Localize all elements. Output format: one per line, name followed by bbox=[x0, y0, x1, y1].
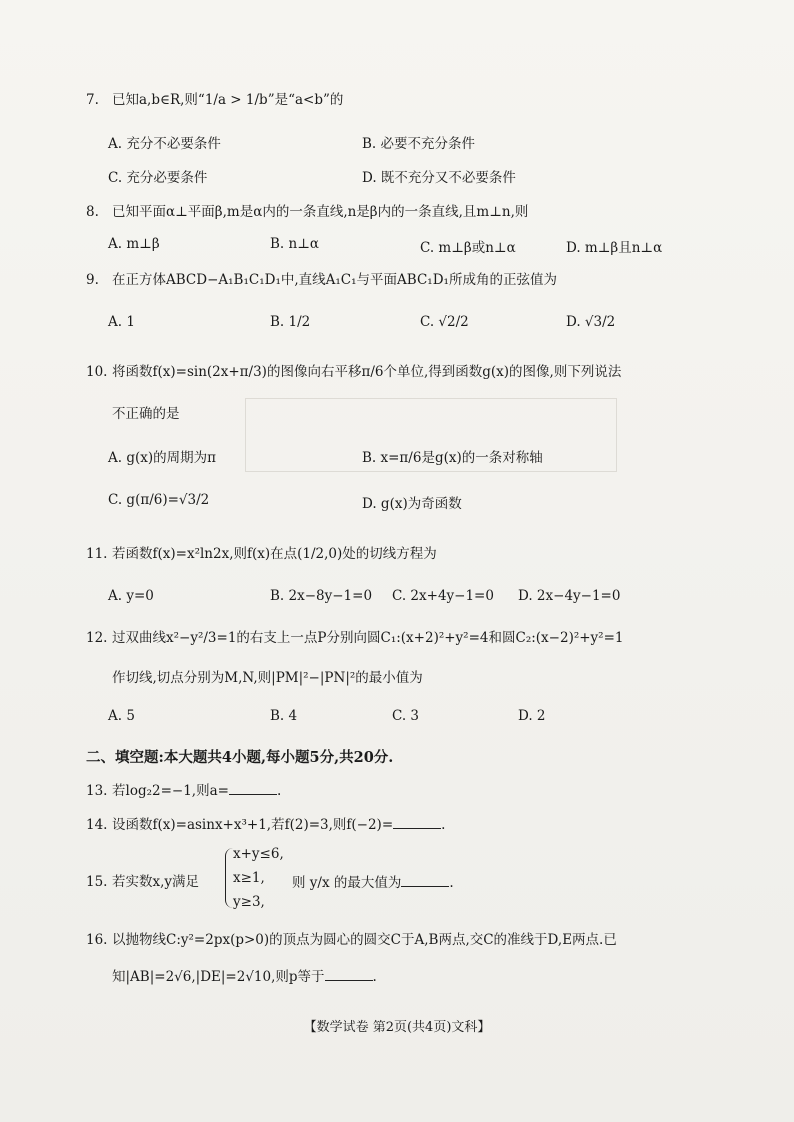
q11-option-a: A. y=0 bbox=[108, 588, 154, 604]
q8-option-b: B. n⊥α bbox=[270, 236, 320, 252]
question-15-ask: 则 y/x 的最大值为 . bbox=[292, 872, 454, 893]
q8-option-a: A. m⊥β bbox=[108, 236, 160, 252]
question-16-continued: 知|AB|=2√6,|DE|=2√10,则p等于 . bbox=[112, 966, 377, 987]
question-15: 15. 若实数x,y满足 bbox=[86, 874, 200, 890]
q9-option-b: B. 1/2 bbox=[270, 314, 311, 330]
question-12: 12. 过双曲线x²−y²/3=1的右支上一点P分别向圆C₁:(x+2)²+y²=4和圆C₂:(x−2)²+y²=1 bbox=[86, 630, 624, 646]
q12-option-c: C. 3 bbox=[392, 708, 420, 724]
q8-option-d: D. m⊥β且n⊥α bbox=[566, 240, 663, 256]
q10-option-d: D. g(x)为奇函数 bbox=[362, 496, 462, 512]
question-10-continued: 不正确的是 bbox=[112, 406, 180, 422]
q11-option-c: C. 2x+4y−1=0 bbox=[392, 588, 494, 604]
q12-option-b: B. 4 bbox=[270, 708, 298, 724]
q9-option-d: D. √3/2 bbox=[566, 314, 616, 330]
constraint-1: x+y≤6, bbox=[233, 846, 284, 862]
q10-option-b: B. x=π/6是g(x)的一条对称轴 bbox=[362, 450, 543, 466]
question-8: 8. 已知平面α⊥平面β,m是α内的一条直线,n是β内的一条直线,且m⊥n,则 bbox=[86, 204, 529, 220]
q11-option-d: D. 2x−4y−1=0 bbox=[518, 588, 621, 604]
q10-option-c: C. g(π/6)=√3/2 bbox=[108, 492, 210, 508]
q7-option-d: D. 既不充分又不必要条件 bbox=[362, 170, 516, 186]
question-14: 14. 设函数f(x)=asinx+x³+1,若f(2)=3,则f(−2)= . bbox=[86, 814, 445, 835]
answer-blank bbox=[401, 872, 449, 887]
constraint-2: x≥1, bbox=[233, 870, 265, 886]
question-9: 9. 在正方体ABCD−A₁B₁C₁D₁中,直线A₁C₁与平面ABC₁D₁所成角的正弦值为 bbox=[86, 272, 557, 288]
q7-option-c: C. 充分必要条件 bbox=[108, 170, 208, 186]
q11-option-b: B. 2x−8y−1=0 bbox=[270, 588, 373, 604]
section-2-heading: 二、填空题:本大题共4小题,每小题5分,共20分. bbox=[86, 749, 394, 766]
answer-blank bbox=[229, 780, 277, 795]
page-footer: 【数学试卷 第2页(共4页)文科】 bbox=[303, 1020, 491, 1035]
question-10: 10. 将函数f(x)=sin(2x+π/3)的图像向右平移π/6个单位,得到函数g(x)的图像,则下列说法 bbox=[86, 364, 622, 380]
question-11: 11. 若函数f(x)=x²ln2x,则f(x)在点(1/2,0)处的切线方程为 bbox=[86, 546, 437, 562]
q12-option-a: A. 5 bbox=[108, 708, 135, 724]
q7-option-b: B. 必要不充分条件 bbox=[362, 136, 476, 152]
bleed-through-text bbox=[660, 80, 780, 800]
q12-option-d: D. 2 bbox=[518, 708, 546, 724]
constraint-3: y≥3, bbox=[233, 894, 265, 910]
question-7: 7. 已知a,b∈R,则“1/a > 1/b”是“a<b”的 bbox=[86, 92, 344, 108]
question-16: 16. 以抛物线C:y²=2px(p>0)的顶点为圆心的圆交C于A,B两点,交C的准线于D,E两点.已 bbox=[86, 932, 617, 948]
question-12-continued: 作切线,切点分别为M,N,则|PM|²−|PN|²的最小值为 bbox=[112, 670, 423, 686]
q8-option-c: C. m⊥β或n⊥α bbox=[420, 240, 516, 256]
q9-option-a: A. 1 bbox=[108, 314, 135, 330]
q7-option-a: A. 充分不必要条件 bbox=[108, 136, 221, 152]
q9-option-c: C. √2/2 bbox=[420, 314, 469, 330]
q10-option-a: A. g(x)的周期为π bbox=[108, 450, 216, 466]
answer-blank bbox=[325, 966, 373, 981]
answer-blank bbox=[393, 814, 441, 829]
question-13: 13. 若log₂2=−1,则a= . bbox=[86, 780, 281, 801]
